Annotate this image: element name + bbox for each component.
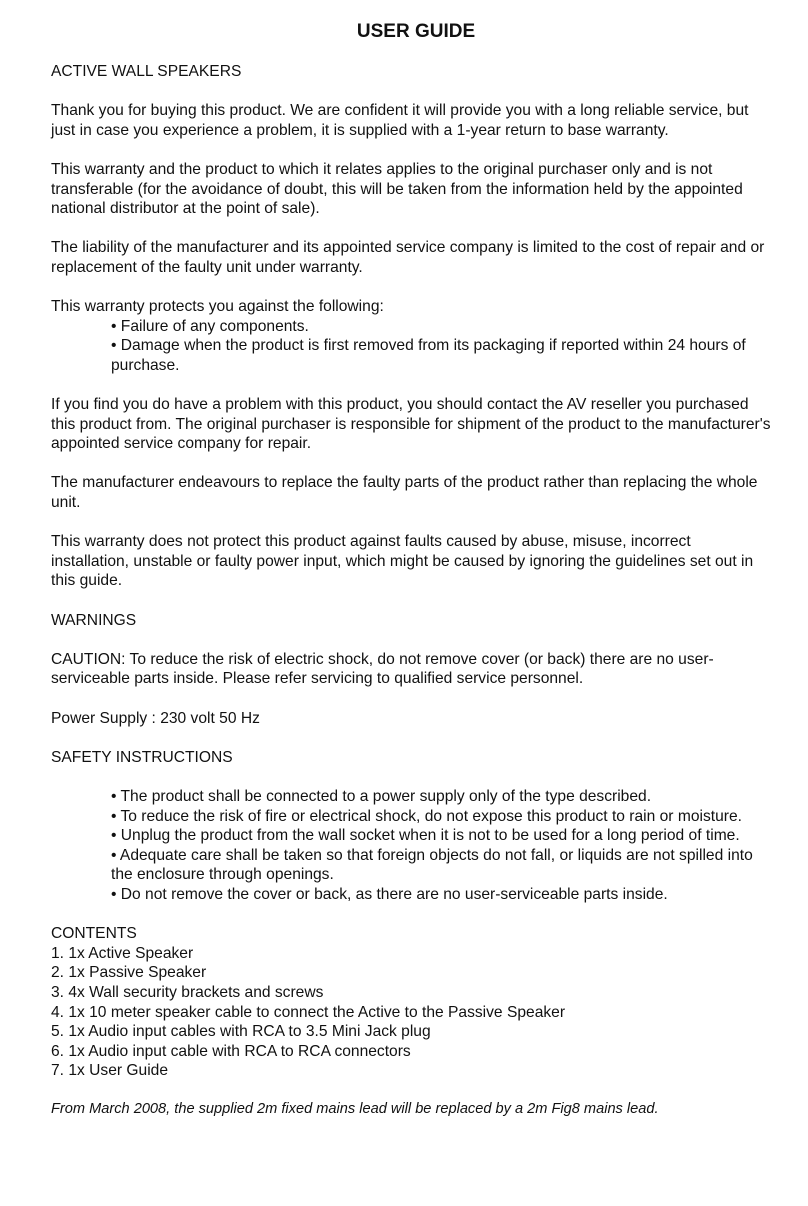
list-item: 2. 1x Passive Speaker xyxy=(51,964,207,982)
warnings-heading: WARNINGS xyxy=(51,611,137,629)
document-page xyxy=(51,20,771,1140)
list-item: • Do not remove the cover or back, as there are no user-serviceable parts inside. xyxy=(111,885,668,903)
list-item: 7. 1x User Guide xyxy=(51,1062,169,1080)
list-item: • To reduce the risk of fire or electrical shock, do not expose this product to rain or moisture. xyxy=(111,807,742,825)
list-item: 6. 1x Audio input cable with RCA to RCA connectors xyxy=(51,1042,411,1060)
list-item: • Damage when the product is first removed from its packaging if reported within 24 hours of purchase. xyxy=(111,337,746,374)
not-protect-paragraph: This warranty does not protect this product against faults caused by abuse, misuse, incorrect installation, unstable or faulty power input, which might be caused by ignoring the guidelines set out in this guide. xyxy=(51,533,754,590)
protect-list xyxy=(51,317,771,376)
safety-list xyxy=(51,787,771,905)
list-item: • Failure of any components. xyxy=(111,317,309,335)
footnote: From March 2008, the supplied 2m fixed mains lead will be replaced by a 2m Fig8 mains lead. xyxy=(51,1101,659,1118)
transfer-paragraph: This warranty and the product to which it relates applies to the original purchaser only and is not transferable (for the avoidance of doubt, this will be taken from the information held by the appointed national distributor at the point of sale). xyxy=(51,160,743,218)
list-item: 4. 1x 10 meter speaker cable to connect the Active to the Passive Speaker xyxy=(51,1003,566,1021)
safety-heading: SAFETY INSTRUCTIONS xyxy=(51,748,233,766)
problem-paragraph: If you find you do have a problem with this product, you should contact the AV reseller you purchased this product from. The original purchaser is responsible for shipment of the product to the manufacturer's appointed service company for repair. xyxy=(51,396,771,453)
intro-paragraph: Thank you for buying this product. We are confident it will provide you with a long reliable service, but just in case you experience a problem, it is supplied with a 1-year return to base warranty. xyxy=(51,102,749,139)
liability-paragraph: The liability of the manufacturer and its appointed service company is limited to the cost of repair and or replacement of the faulty unit under warranty. xyxy=(51,239,765,276)
contents-section xyxy=(51,924,771,1081)
subtitle: ACTIVE WALL SPEAKERS xyxy=(51,63,242,80)
list-item: • The product shall be connected to a power supply only of the type described. xyxy=(111,787,652,805)
page-title: USER GUIDE xyxy=(356,21,476,42)
power-supply: Power Supply : 230 volt 50 Hz xyxy=(51,709,260,727)
caution-paragraph: CAUTION: To reduce the risk of electric shock, do not remove cover (or back) there are no user-serviceable parts inside. Please refer servicing to qualified service personnel. xyxy=(51,650,714,688)
list-item: 5. 1x Audio input cables with RCA to 3.5 Mini Jack plug xyxy=(51,1023,431,1041)
endeavours-paragraph: The manufacturer endeavours to replace the faulty parts of the product rather than replacing the whole unit. xyxy=(51,474,758,512)
list-item: 3. 4x Wall security brackets and screws xyxy=(51,983,324,1001)
list-item: • Unplug the product from the wall socket when it is not to be used for a long period of time. xyxy=(111,827,740,845)
list-item: • Adequate care shall be taken so that foreign objects do not fall, or liquids are not spilled into the enclosure through openings. xyxy=(111,846,753,884)
contents-heading: CONTENTS xyxy=(51,925,137,943)
list-item: 1. 1x Active Speaker xyxy=(51,944,194,962)
protects-paragraph: This warranty protects you against the following: xyxy=(51,298,384,316)
